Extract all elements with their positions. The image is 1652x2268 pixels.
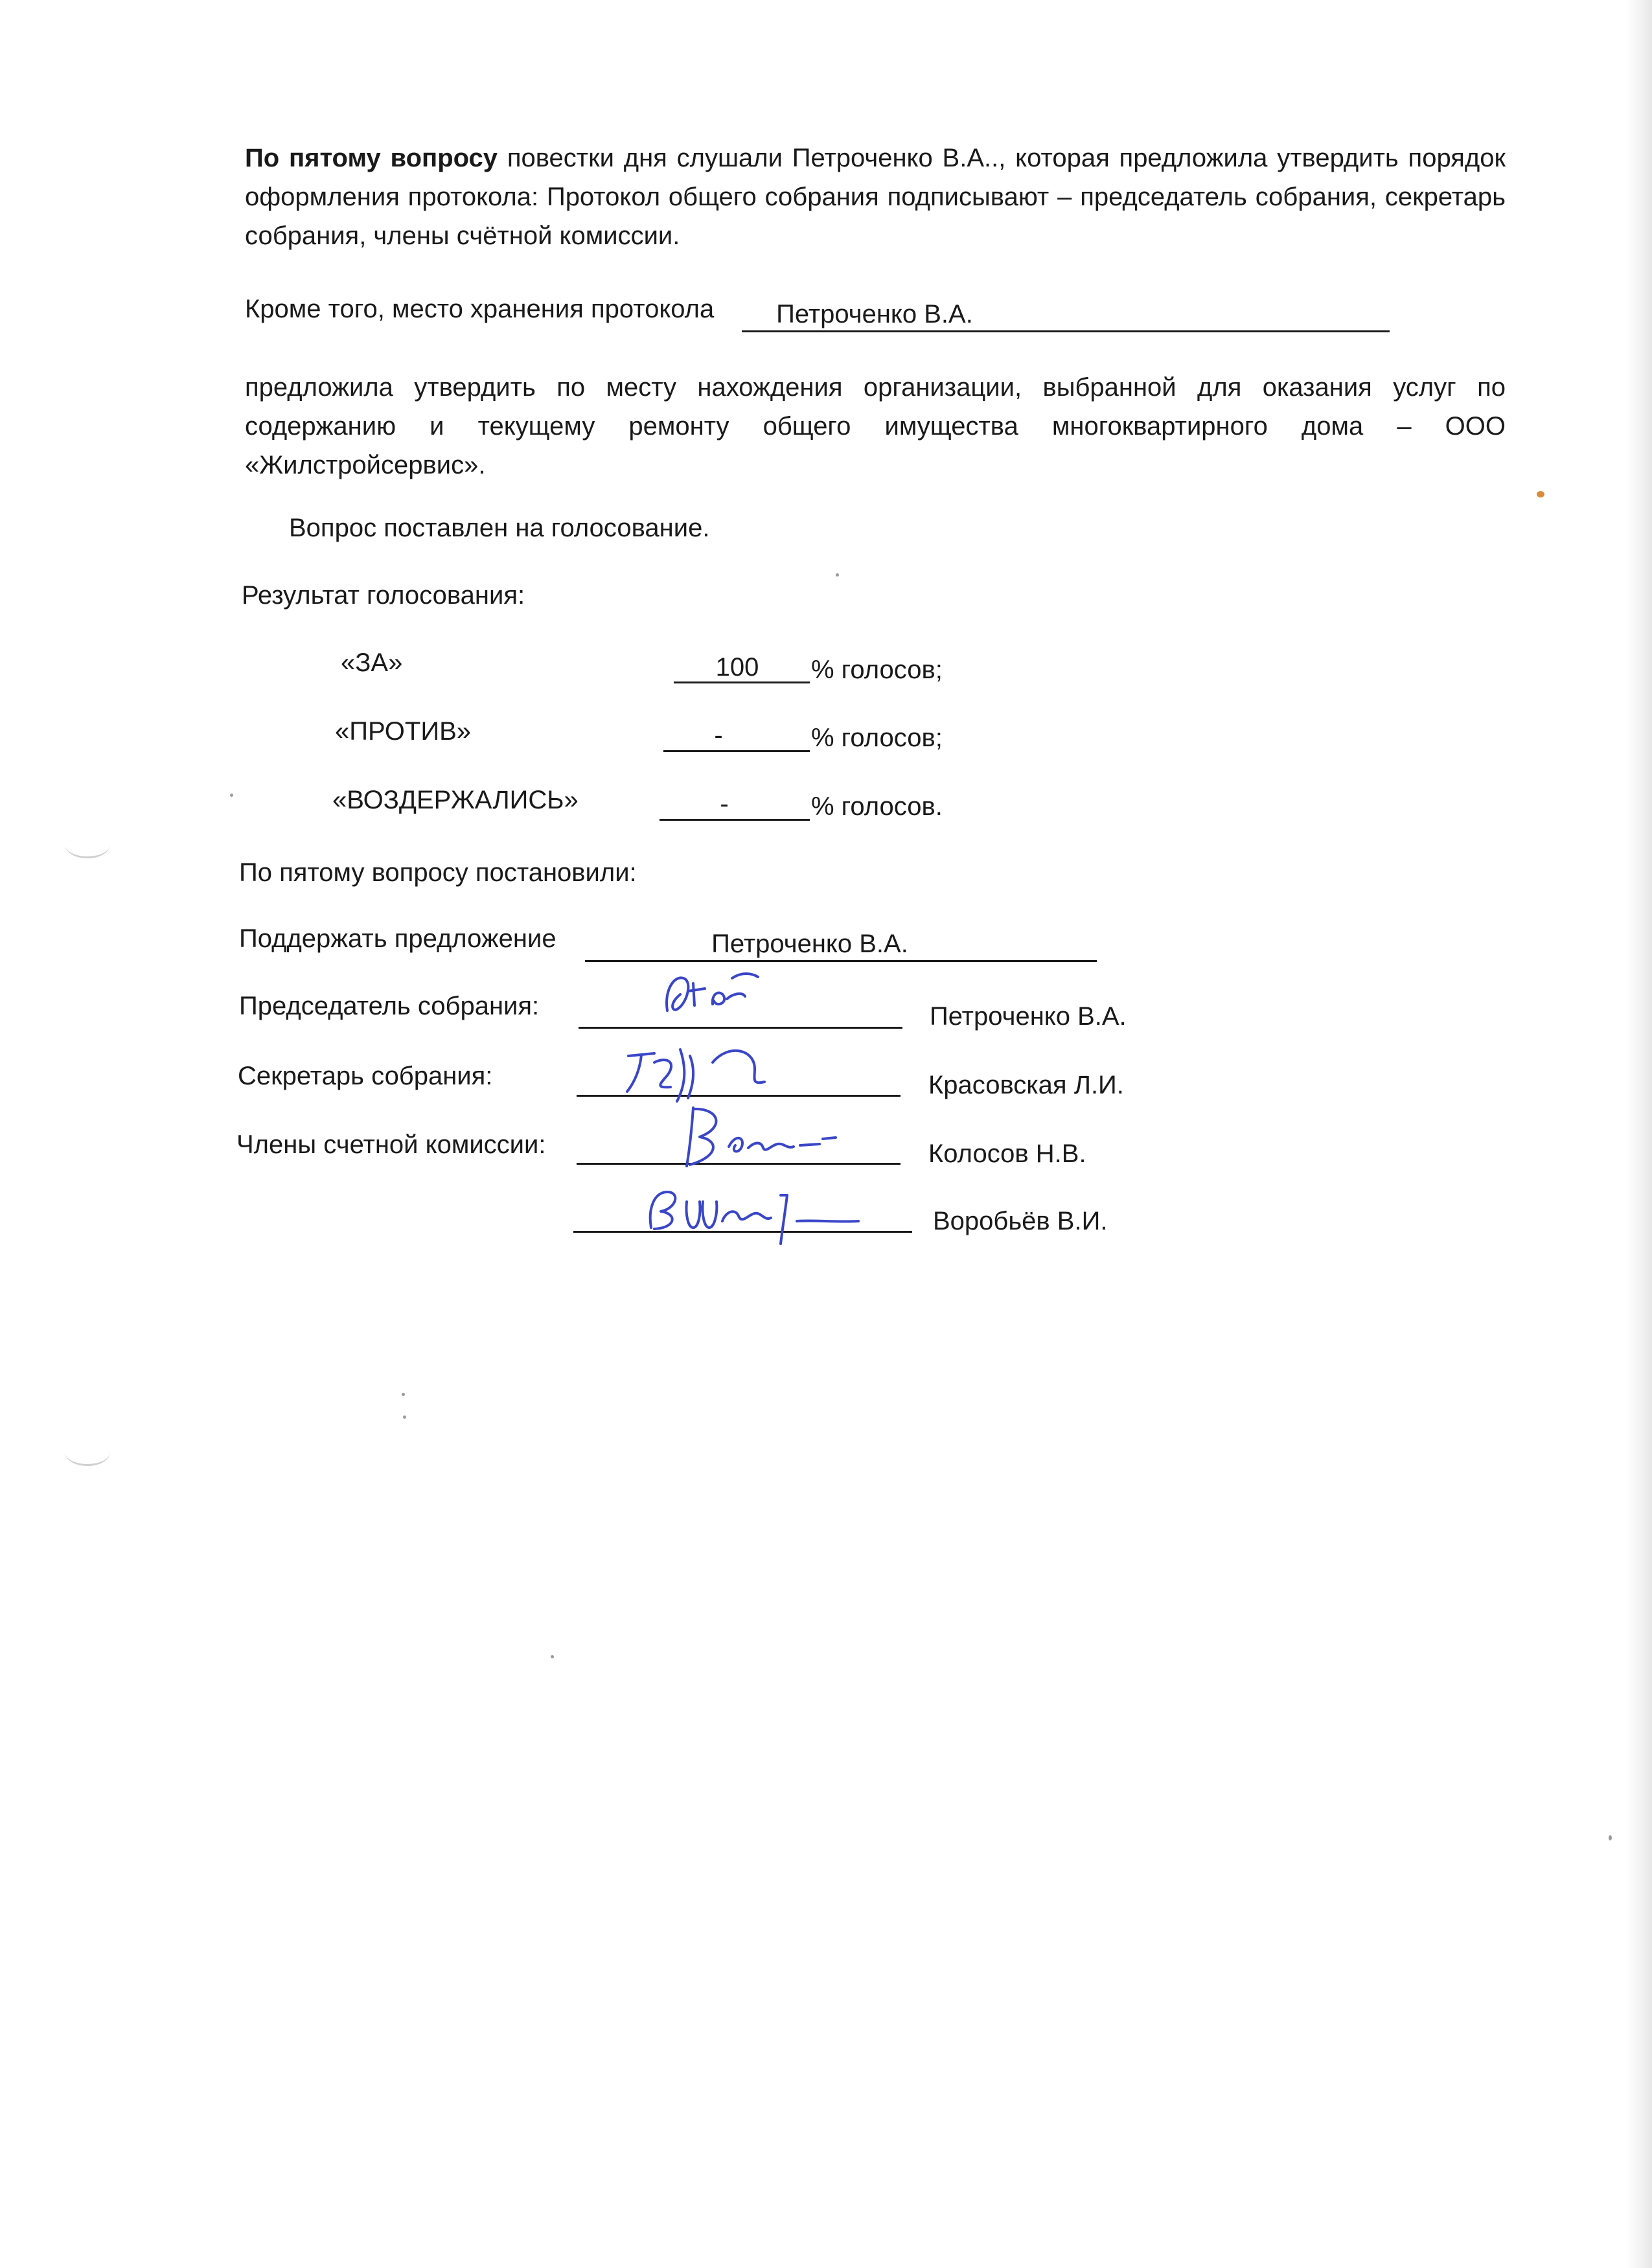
paragraph-agenda-item-5	[245, 139, 1506, 255]
vote-value-abstain: -	[720, 790, 729, 818]
vote-label-for: «ЗА»	[341, 648, 403, 677]
scan-speck	[836, 573, 839, 577]
member2-name: Воробьёв В.И.	[933, 1207, 1108, 1235]
scan-speck	[1609, 1835, 1612, 1840]
storage-label: Кроме того, место хранения протокола	[245, 295, 715, 323]
member1-name: Колосов Н.В.	[928, 1140, 1086, 1168]
support-label: Поддержать предложение	[239, 924, 556, 953]
paragraph-text: повестки дня слушали Петроченко В.А.., которая предложила утвердить порядок оформления протокола: Протокол общего собрания подписывают – председатель собрания, секретарь собрания, члены счётной комиссии.	[245, 144, 1506, 250]
paragraph-lead: По пятому вопросу	[245, 144, 498, 172]
member2-handwritten-signature	[641, 1176, 926, 1250]
vote-put-text: Вопрос поставлен на голосование.	[289, 514, 710, 542]
vote-value-against: -	[714, 721, 723, 750]
vote-suffix-against: % голосов;	[811, 724, 943, 752]
results-heading: Результат голосования:	[242, 581, 525, 610]
member1-handwritten-signature	[674, 1101, 868, 1176]
secretary-label: Секретарь собрания:	[238, 1062, 493, 1090]
vote-suffix-for: % голосов;	[811, 656, 943, 684]
scan-edge	[1626, 0, 1652, 2268]
punch-hole-mark	[65, 1438, 110, 1466]
scan-speck	[1537, 491, 1544, 498]
scan-speck	[551, 1655, 554, 1658]
storage-value: Петроченко В.А.	[776, 300, 973, 328]
scan-speck	[402, 1393, 405, 1396]
storage-underline	[742, 330, 1390, 332]
vote-value-for: 100	[715, 653, 759, 682]
punch-hole-mark	[65, 830, 110, 858]
scan-speck	[403, 1415, 406, 1419]
chair-name: Петроченко В.А.	[930, 1002, 1127, 1031]
commission-label: Члены счетной комиссии:	[236, 1130, 546, 1159]
paragraph-proposal: предложила утвердить по месту нахождения организации, выбранной для оказания услуг по содержанию и текущему ремонту общего имущества многоквартирного дома – ООО «Жилстройсервис».	[245, 373, 1506, 479]
vote-label-against: «ПРОТИВ»	[335, 717, 472, 746]
chair-label: Председатель собрания:	[239, 992, 540, 1020]
scan-speck	[230, 794, 233, 797]
chair-handwritten-signature	[654, 965, 777, 1027]
resolved-heading: По пятому вопросу постановили:	[239, 858, 637, 887]
vote-suffix-abstain: % голосов.	[811, 792, 943, 821]
chair-signature-line	[579, 1027, 902, 1029]
support-underline	[585, 960, 1097, 962]
secretary-handwritten-signature	[615, 1037, 810, 1111]
support-value: Петроченко В.А.	[711, 930, 908, 958]
secretary-name: Красовская Л.И.	[928, 1071, 1124, 1099]
vote-label-abstain: «ВОЗДЕРЖАЛИСЬ»	[332, 786, 579, 814]
